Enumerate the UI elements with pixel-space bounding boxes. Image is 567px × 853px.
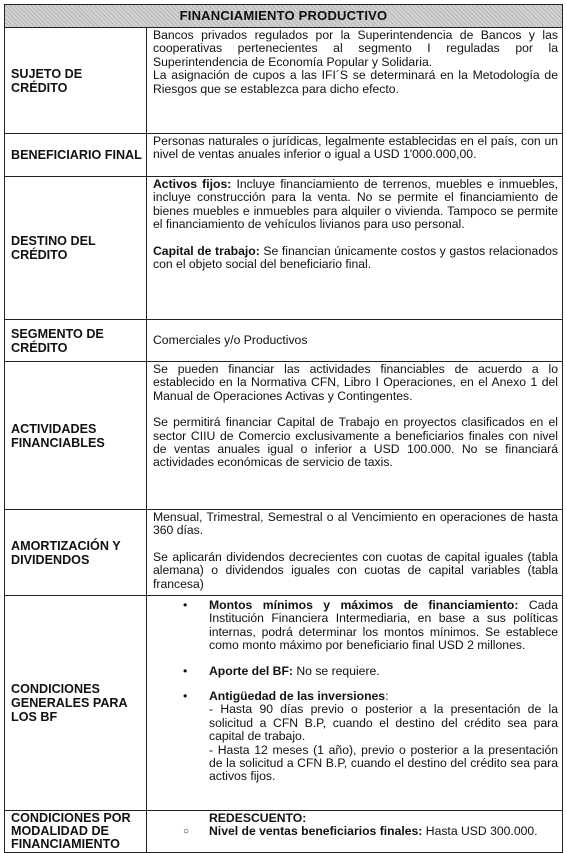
row-value: Comerciales y/o Productivos bbox=[147, 320, 563, 362]
item-title: Nivel de ventas beneficiarios finales: bbox=[209, 824, 423, 839]
item-text: Hasta USD 300.000. bbox=[422, 824, 538, 839]
row-label: CONDICIONES GENERALES PARA LOS BF bbox=[5, 596, 147, 811]
table-title: FINANCIAMIENTO PRODUCTIVO bbox=[5, 5, 563, 28]
row-label: SEGMENTO DE CRÉDITO bbox=[5, 320, 147, 362]
redescuento-heading: REDESCUENTO: bbox=[209, 811, 307, 825]
paragraph: Se permitirá financiar Capital de Trabajo en proyectos clasificados en el sector CIIU de Comercio exclusivamente a beneficiarios finales con nivel de ventas anuales igual o inferior a USD 100.000. No se financiará actividades económicas de servicio de taxis. bbox=[153, 415, 558, 470]
paragraph: Se pueden financiar las actividades financiables de acuerdo a lo establecido en la Normativa CFN, Libro I Operaciones, en el Anexo 1 del Manual de Operaciones Activas y Contingentes. bbox=[153, 362, 558, 403]
list-item bbox=[209, 825, 558, 838]
row-value bbox=[147, 28, 563, 134]
row-label: BENEFICIARIO FINAL bbox=[5, 134, 147, 177]
item-line: - Hasta 12 meses (1 año), previo o posterior a la presentación de la solicitud a CFN B.P, cuando el destino del crédito sea para activos fijos. bbox=[209, 742, 558, 784]
row-value bbox=[147, 596, 563, 811]
row-value bbox=[147, 177, 563, 320]
row-segmento-credito bbox=[5, 320, 563, 362]
item-title: Antigüedad de las inversiones bbox=[209, 689, 386, 704]
row-actividades-financiables bbox=[5, 362, 563, 510]
item-title: Montos mínimos y máximos de financiamiento: bbox=[209, 598, 519, 612]
row-label: SUJETO DE CRÉDITO bbox=[5, 28, 147, 134]
row-label: CONDICIONES POR MODALIDAD DE FINANCIAMIENTO bbox=[5, 811, 147, 853]
activos-fijos-text: Incluye financiamiento de terrenos, muebles e inmuebles, incluye construcción para la venta. No se permite el financiamiento de bienes muebles e inmuebles para alquiler o vivienda. Tampoco se permite el financiamiento de vehículos livianos para uso personal. bbox=[153, 177, 558, 232]
row-value bbox=[147, 510, 563, 596]
paragraph bbox=[153, 178, 558, 232]
row-condiciones-modalidad bbox=[5, 811, 563, 853]
row-value: Personas naturales o jurídicas, legalmente establecidas en el país, con un nivel de ventas anuales inferior o igual a USD 1'000.000,00. bbox=[147, 134, 563, 177]
item-text: No se requiere. bbox=[292, 663, 380, 678]
paragraph: La asignación de cupos a las IFI´S se determinará en la Metodología de Riesgos que se establezca para dicho efecto. bbox=[153, 68, 558, 96]
item-title: Aporte del BF: bbox=[209, 663, 293, 678]
list-item bbox=[209, 665, 558, 678]
row-beneficiario-final bbox=[5, 134, 563, 177]
item-colon: : bbox=[385, 689, 389, 704]
capital-trabajo-text: Se financian únicamente costos y gastos relacionados con el objeto social del beneficiario final. bbox=[153, 243, 558, 272]
item-text: Cada Institución Financiera Intermediaria, en base a sus políticas internas, podrá determinar los montos mínimos. Se establece como monto máximo por beneficiario final USD 2 millones. bbox=[209, 598, 558, 653]
row-destino-credito bbox=[5, 177, 563, 320]
capital-trabajo-title: Capital de trabajo: bbox=[153, 243, 260, 258]
row-sujeto-credito bbox=[5, 28, 563, 134]
modalidad-list bbox=[153, 825, 558, 838]
row-label: DESTINO DEL CRÉDITO bbox=[5, 177, 147, 320]
conditions-list bbox=[153, 599, 558, 784]
list-item bbox=[209, 690, 558, 784]
paragraph: Se aplicarán dividendos decrecientes con cuotas de capital iguales (tabla alemana) o dividendos iguales con cuotas de capital variables (tabla francesa) bbox=[153, 549, 558, 591]
row-value bbox=[147, 362, 563, 510]
financing-conditions-table bbox=[4, 4, 563, 853]
row-condiciones-generales bbox=[5, 596, 563, 811]
paragraph: Bancos privados regulados por la Superintendencia de Bancos y las cooperativas pertenecientes al segmento I reguladas por la Superintendencia de Economía Popular y Solidaria. bbox=[153, 28, 558, 69]
list-item bbox=[209, 599, 558, 653]
row-amortizacion-dividendos bbox=[5, 510, 563, 596]
paragraph bbox=[153, 245, 558, 272]
title-row bbox=[5, 5, 563, 28]
item-line: - Hasta 90 días previo o posterior a la presentación de la solicitud a CFN B.P, cuando el destino del crédito sea para capital de trabajo. bbox=[209, 702, 558, 744]
row-label: ACTIVIDADES FINANCIABLES bbox=[5, 362, 147, 510]
row-label: AMORTIZACIÓN Y DIVIDENDOS bbox=[5, 510, 147, 596]
row-value bbox=[147, 811, 563, 853]
paragraph: Mensual, Trimestral, Semestral o al Vencimiento en operaciones de hasta 360 días. bbox=[153, 510, 558, 538]
activos-fijos-title: Activos fijos: bbox=[153, 177, 232, 191]
